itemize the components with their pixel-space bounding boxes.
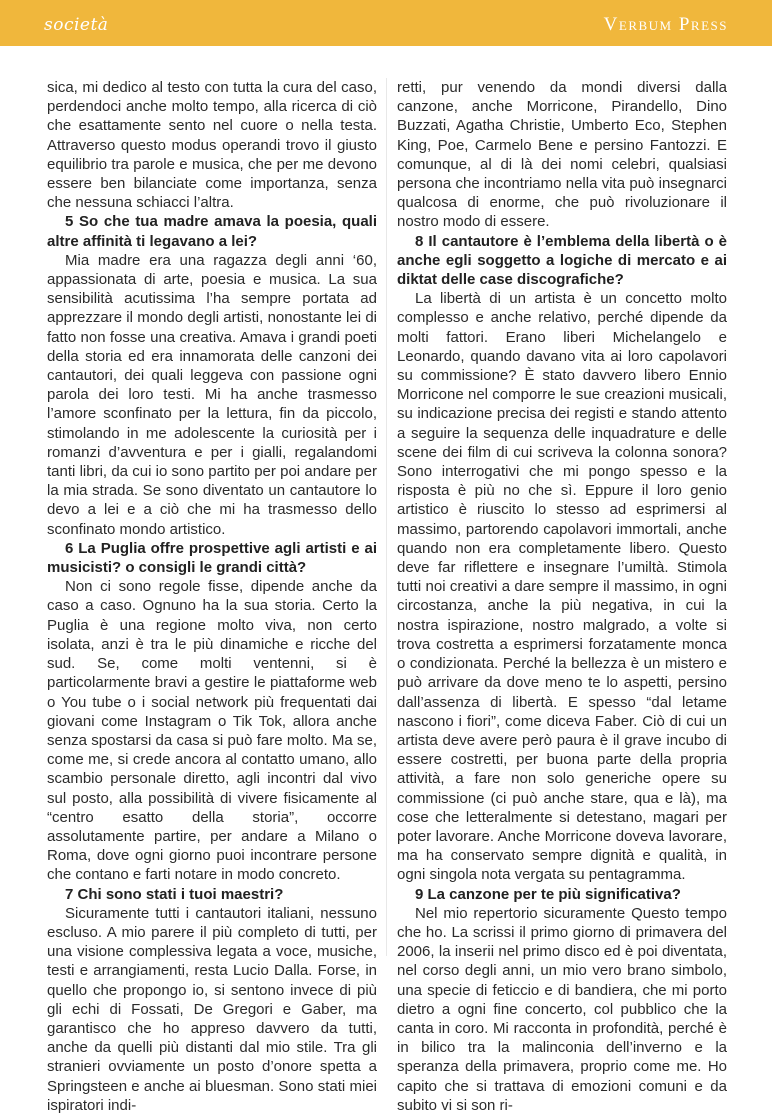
paragraph: retti, pur venendo da mondi diversi dalla canzone, anche Morricone, Pirandello, Dino Buzzati, Agatha Christie, Umberto Eco, Stephen King, Poe, Carmelo Bene e persino Fantozzi. E comunque, al di là dei nomi celebri, qualsiasi persona che incontriamo nella vita può insegnarci qualcosa di enorme, che può rivoluzionare il nostro modo di essere. [397, 79, 727, 231]
section-tag: società [44, 15, 109, 35]
question-heading: 9 La canzone per te più significativa? [415, 885, 681, 903]
question-heading: 8 Il cantautore è l’emblema della libertà o è anche egli soggetto a logiche di mercato e ai diktat delle case discografiche? [397, 232, 727, 289]
paragraph: Sicuramente tutti i cantautori italiani, nessuno escluso. A mio parere il più completo di tutti, per una visione complessiva legata a voce, musiche, testi e arrangiamenti, resta Lucio Dalla. Forse, in quello che propongo io, si sentono invece di più gli echi di Fossati, De Gregori e Gaber, ma garantisco che ho appreso davvero da tutti, anche da quelli più distanti dal mio stile. Tra gli stranieri ovviamente un posto d’onore spetta a Springsteen e anche ai bluesman. Sono stati miei ispiratori indi- [47, 904, 377, 1114]
left-column [47, 78, 377, 1115]
paragraph: Nel mio repertorio sicuramente Questo tempo che ho. La scrissi il primo giorno di primavera del 2006, la inserii nel primo disco ed è poi diventata, nel corso degli anni, un mio vero brano simbolo, una specie di feticcio e di bandiera, che mi porto dietro a ogni fine concerto, col pubblico che la canta in coro. Mi racconta in profondità, perché è in bilico tra la malinconia dell’inverno e la speranza della primavera, proprio come me. Ho capito che si trattava di emozioni comuni e da subito vi si son ri- [397, 904, 727, 1114]
question-heading: 5 So che tua madre amava la poesia, quali altre affinità ti legavano a lei? [47, 213, 377, 250]
paragraph: Non ci sono regole fisse, dipende anche da caso a caso. Ognuno ha la sua storia. Certo la Puglia è una regione molto viva, non certo isolata, anzi è tra le più dinamiche e ricche del sud. Se, come molti ventenni, si è particolarmente bravi a gestire le piattaforme web o You tube o i social network più frequentati dai giovani come Instagram o Tik Tok, allora anche senza spostarsi da casa si può fare molto. Ma se, come me, si crede ancora al contatto umano, allo scambio personale diretto, agli incontri dal vivo sul posto, alla possibilità di vivere fisicamente al “centro esatto della storia”, occorre assolutamente partire, per andare a Milano o Roma, dove ogni giorno puoi incontrare persone che contano e farti notare in modo concreto. [47, 578, 377, 884]
paragraph: Mia madre era una ragazza degli anni ‘60, appassionata di arte, poesia e musica. La sua sensibilità acutissima l’ha sempre portata ad apprezzare il mondo degli artisti, nonostante lei di fatto non fosse una creativa. Amava i grandi poeti della storia ed era innamorata delle canzoni dei cantautori, dei quali leggeva con passione ogni parola dei loro testi. Mi ha anche trasmesso l’amore sconfinato per la lettura, fin da piccolo, stimolando in me adolescente la curiosità per i romanzi d’avventura e per i gialli, regalandomi tanti libri, da cui io sono partito per poi andare per la mia strada. Se sono diventato un cantautore lo devo a lei e a ciò che mi ha trasmesso dello sconfinato mondo artistico. [47, 251, 377, 538]
page-header [0, 0, 772, 46]
paragraph: sica, mi dedico al testo con tutta la cura del caso, perdendoci anche molto tempo, alla ricerca di ciò che esattamente sento nel cuore o nella testa. Attraverso questo modus operandi trovo il giusto equilibrio tra parole e musica, che per me devono essere ben bilanciate come importanza, senza che nessuna schiacci l’altra. [47, 79, 377, 212]
question-heading: 7 Chi sono stati i tuoi maestri? [65, 885, 284, 903]
paragraph: La libertà di un artista è un concetto molto complesso e anche relativo, perché dipende da molti fattori. Erano liberi Michelangelo e Leonardo, quando davano vita ai loro capolavori su commissione? È stato davvero libero Ennio Morricone nel comporre le sue creazioni musicali, su indicazione precisa dei registi e stando attento a seguire la sequenza delle inquadrature e delle scene dei film di cui scriveva la colonna sonora? Sono interrogativi che mi pongo spesso e la risposta è più no che sì. Eppure il loro genio artistico è riuscito lo stesso ad esprimersi al massimo, partorendo capolavori immortali, anche quando non era completamente libero. Questo deve far riflettere e insegnare l’umiltà. Stimola tutti noi creativi a dare sempre il massimo, in ogni circostanza, anche la più negativa, in cui la nostra ispirazione, nostro malgrado, a volte si trova costretta a esprimersi forzatamente monca o condizionata. Perché la bellezza è un mistero e può arrivare da dove meno te lo aspetti, persino dall’assenza di libertà. E spesso “dal letame nascono i fiori”, come diceva Faber. Ciò di cui un artista deve avere però paura è il grave incubo di essere costretti, per buona parte della propria attività, a fare non solo generiche opere su commissione (ci può anche stare, qua e là), ma cose che letteralmente si detestano, magari per poter lavorare. Anche Morricone doveva lavorare, ma ha conservato sempre dignità e qualità, in ogni singola nota vergata su pentagramma. [397, 290, 727, 884]
column-divider [386, 78, 387, 956]
question-heading: 6 La Puglia offre prospettive agli artisti e ai musicisti? o consigli le grandi città? [47, 539, 377, 577]
magazine-brand: Verbum Press [603, 14, 728, 35]
right-column [397, 78, 727, 1115]
